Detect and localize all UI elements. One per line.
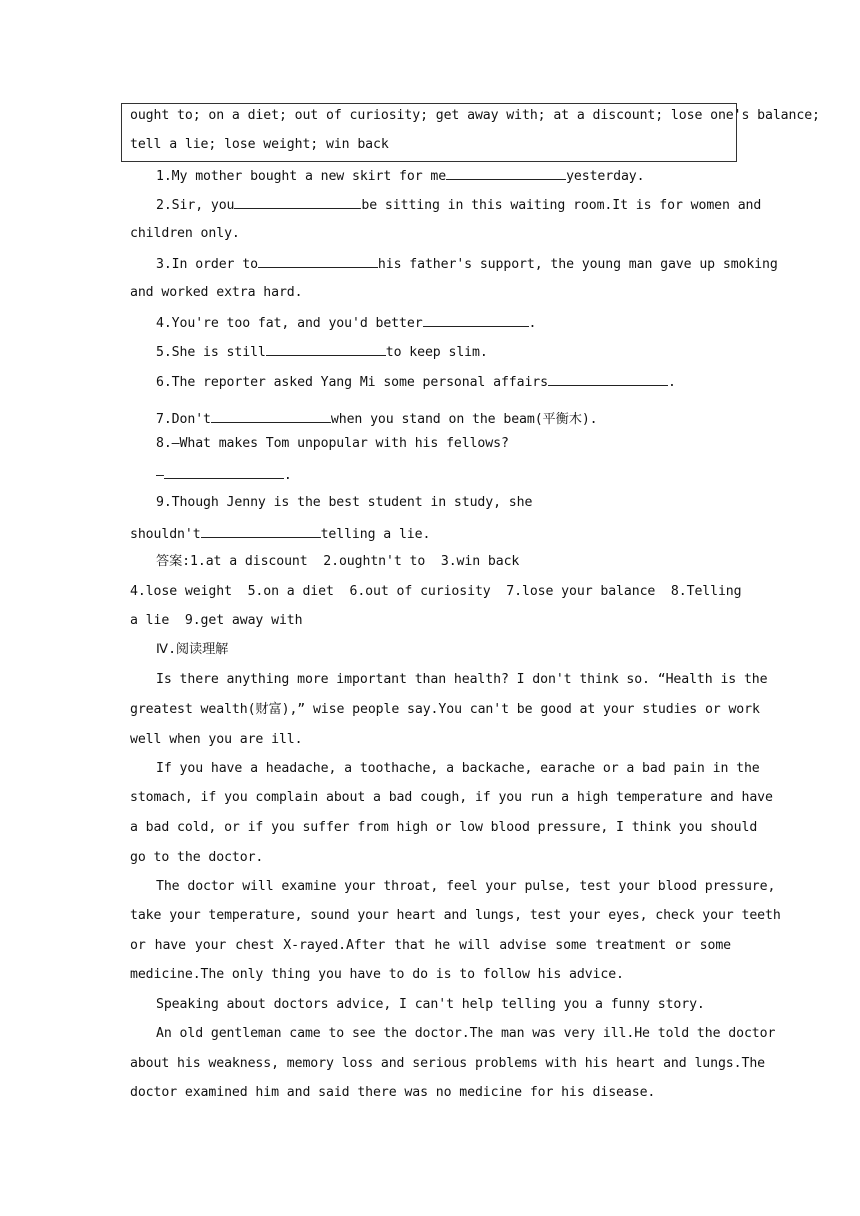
passage-line: about his weakness, memory loss and serious problems with his heart and lungs.The bbox=[130, 1056, 766, 1071]
question-3: 3.In order to his father's support, the young man gave up smoking bbox=[156, 254, 778, 274]
passage-line: medicine.The only thing you have to do is to follow his advice. bbox=[130, 967, 624, 982]
question-8: 8.—What makes Tom unpopular with his fellows? bbox=[156, 436, 509, 451]
question-9: 9.Though Jenny is the best student in study, she bbox=[156, 495, 533, 510]
answer-key-line: a lie 9.get away with bbox=[130, 613, 303, 628]
answer-blank[interactable] bbox=[258, 254, 378, 268]
answer-blank[interactable] bbox=[164, 465, 284, 479]
passage-line: Speaking about doctors advice, I can't help telling you a funny story. bbox=[156, 997, 705, 1012]
question-4: 4.You're too fat, and you'd better . bbox=[156, 313, 536, 333]
word-bank-box bbox=[121, 103, 820, 162]
question-7: 7.Don't when you stand on the beam(平衡木). bbox=[156, 409, 598, 429]
answer-key-line: 答案:1.at a discount 2.oughtn't to 3.win back bbox=[156, 554, 520, 569]
passage-line: or have your chest X-rayed.After that he will advise some treatment or some bbox=[130, 938, 731, 953]
passage-line: well when you are ill. bbox=[130, 732, 303, 747]
answer-blank[interactable] bbox=[446, 166, 566, 180]
passage-line: doctor examined him and said there was no medicine for his disease. bbox=[130, 1085, 656, 1100]
question-3-cont: and worked extra hard. bbox=[130, 285, 303, 300]
question-8-answer: — . bbox=[156, 465, 292, 485]
passage-line: An old gentleman came to see the doctor.The man was very ill.He told the doctor bbox=[156, 1026, 776, 1041]
answer-blank[interactable] bbox=[548, 372, 668, 386]
question-2-cont: children only. bbox=[130, 226, 240, 241]
question-6: 6.The reporter asked Yang Mi some personal affairs . bbox=[156, 372, 676, 392]
passage-line: take your temperature, sound your heart and lungs, test your eyes, check your teeth bbox=[130, 908, 781, 923]
passage-line: Is there anything more important than health? I don't think so. “Health is the bbox=[156, 672, 768, 687]
answer-blank[interactable] bbox=[234, 195, 361, 209]
question-5: 5.She is still to keep slim. bbox=[156, 342, 488, 362]
passage-line: If you have a headache, a toothache, a backache, earache or a bad pain in the bbox=[156, 761, 760, 776]
passage-line: a bad cold, or if you suffer from high or low blood pressure, I think you should bbox=[130, 820, 758, 835]
answer-key-line: 4.lose weight 5.on a diet 6.out of curiosity 7.lose your balance 8.Telling bbox=[130, 584, 742, 599]
passage-line: greatest wealth(财富),” wise people say.You can't be good at your studies or work bbox=[130, 702, 760, 717]
passage-line: stomach, if you complain about a bad cough, if you run a high temperature and have bbox=[130, 790, 773, 805]
question-1: 1.My mother bought a new skirt for me yesterday. bbox=[156, 166, 644, 186]
answer-blank[interactable] bbox=[211, 409, 331, 423]
passage-line: The doctor will examine your throat, feel your pulse, test your blood pressure, bbox=[156, 879, 776, 894]
section-heading: Ⅳ.阅读理解 bbox=[156, 642, 229, 657]
passage-line: go to the doctor. bbox=[130, 850, 264, 865]
word-bank-line: ought to; on a diet; out of curiosity; get away with; at a discount; lose one's balance; bbox=[130, 108, 820, 123]
answer-blank[interactable] bbox=[201, 524, 321, 538]
question-9-cont: shouldn't telling a lie. bbox=[130, 524, 430, 544]
question-2: 2.Sir, you be sitting in this waiting room.It is for women and bbox=[156, 195, 761, 215]
answer-blank[interactable] bbox=[423, 313, 529, 327]
word-bank-line: tell a lie; lose weight; win back bbox=[130, 137, 389, 152]
answer-blank[interactable] bbox=[266, 342, 386, 356]
